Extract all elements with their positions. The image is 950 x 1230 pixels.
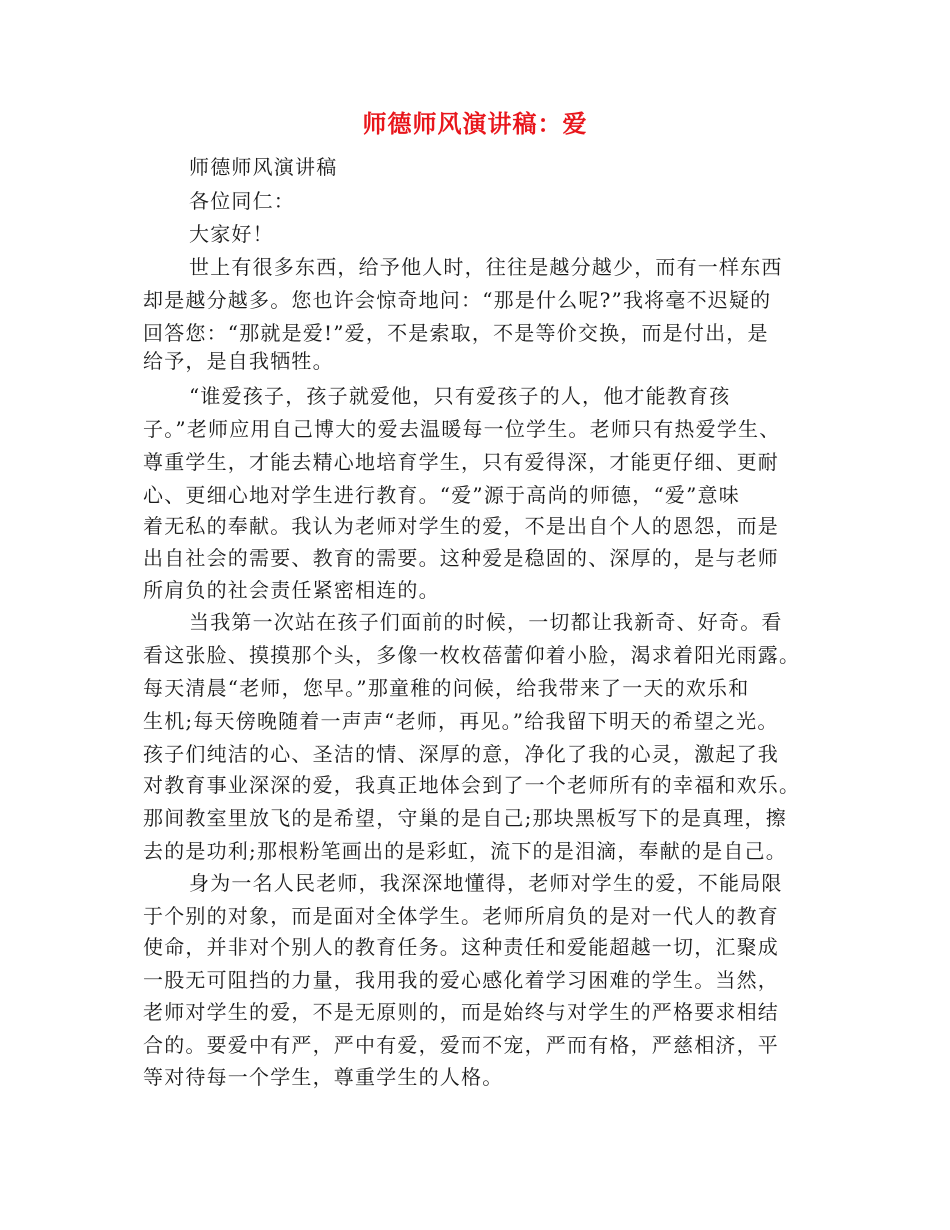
paragraph-4-line-7: 等对待每一个学生，尊重学生的人格。 bbox=[143, 1065, 504, 1089]
paragraph-3-line-2: 看这张脸、摸摸那个头，多像一枚枚蓓蕾仰着小脸，渴求着阳光雨露。 bbox=[143, 643, 801, 667]
paragraph-4-line-1: 身为一名人民老师，我深深地懂得，老师对学生的爱，不能局限 bbox=[189, 871, 783, 895]
paragraph-2-line-6: 出自社会的需要、教育的需要。这种爱是稳固的、深厚的，是与老师 bbox=[143, 546, 779, 570]
paragraph-3-line-6: 对教育事业深深的爱，我真正地体会到了一个老师所有的幸福和欢乐。 bbox=[143, 773, 801, 797]
paragraph-1-line-4: 给予，是自我牺牲。 bbox=[143, 349, 334, 373]
paragraph-4-line-2: 于个别的对象，而是面对全体学生。老师所肩负的是对一代人的教育 bbox=[143, 904, 779, 928]
paragraph-2-line-7: 所肩负的社会责任紧密相连的。 bbox=[143, 578, 440, 602]
paragraph-1-line-2: 却是越分越多。您也许会惊奇地问：“那是什么呢?”我将毫不迟疑的 bbox=[143, 288, 772, 312]
paragraph-3-line-1: 当我第一次站在孩子们面前的时候，一切都让我新奇、好奇。看 bbox=[189, 610, 783, 634]
paragraph-1-line-3: 回答您：“那就是爱!”爱，不是索取，不是等价交换，而是付出，是 bbox=[143, 321, 769, 345]
paragraph-3-line-8: 去的是功利;那根粉笔画出的是彩虹，流下的是泪滴，奉献的是自己。 bbox=[143, 839, 787, 863]
paragraph-3-line-3: 每天清晨“老师，您早。”那童稚的问候，给我带来了一天的欢乐和 bbox=[143, 676, 750, 700]
paragraph-3-line-4: 生机;每天傍晚随着一声声“老师，再见。”给我留下明天的希望之光。 bbox=[143, 709, 779, 733]
subtitle-line: 师德师风演讲稿 bbox=[189, 155, 338, 179]
paragraph-2-line-3: 尊重学生，才能去精心地培育学生，只有爱得深，才能更仔细、更耐 bbox=[143, 450, 779, 474]
paragraph-2-line-5: 着无私的奉献。我认为老师对学生的爱，不是出自个人的恩怨，而是 bbox=[143, 514, 779, 538]
document-title: 师德师风演讲稿：爱 bbox=[362, 109, 588, 138]
paragraph-3-line-5: 孩子们纯洁的心、圣洁的情、深厚的意，净化了我的心灵，激起了我 bbox=[143, 742, 779, 766]
paragraph-4-line-4: 一股无可阻挡的力量，我用我的爱心感化着学习困难的学生。当然， bbox=[143, 968, 779, 992]
paragraph-1-line-1: 世上有很多东西，给予他人时，往往是越分越少，而有一样东西 bbox=[189, 255, 783, 279]
paragraph-2-line-1: “谁爱孩子，孩子就爱他，只有爱孩子的人，他才能教育孩 bbox=[189, 384, 731, 408]
paragraph-4-line-6: 合的。要爱中有严，严中有爱，爱而不宠，严而有格，严慈相济，平 bbox=[143, 1033, 779, 1057]
paragraph-4-line-5: 老师对学生的爱，不是无原则的，而是始终与对学生的严格要求相结 bbox=[143, 1000, 779, 1024]
paragraph-2-line-4: 心、更细心地对学生进行教育。“爱”源于高尚的师德，“爱”意味 bbox=[143, 483, 740, 507]
paragraph-4-line-3: 使命，并非对个别人的教育任务。这种责任和爱能超越一切，汇聚成 bbox=[143, 935, 779, 959]
salutation-line: 各位同仁： bbox=[189, 189, 295, 213]
paragraph-3-line-7: 那间教室里放飞的是希望，守巢的是自己;那块黑板写下的是真理，擦 bbox=[143, 806, 787, 830]
greeting-line: 大家好！ bbox=[189, 222, 274, 246]
paragraph-2-line-2: 子。”老师应用自己博大的爱去温暖每一位学生。老师只有热爱学生、 bbox=[143, 417, 781, 441]
